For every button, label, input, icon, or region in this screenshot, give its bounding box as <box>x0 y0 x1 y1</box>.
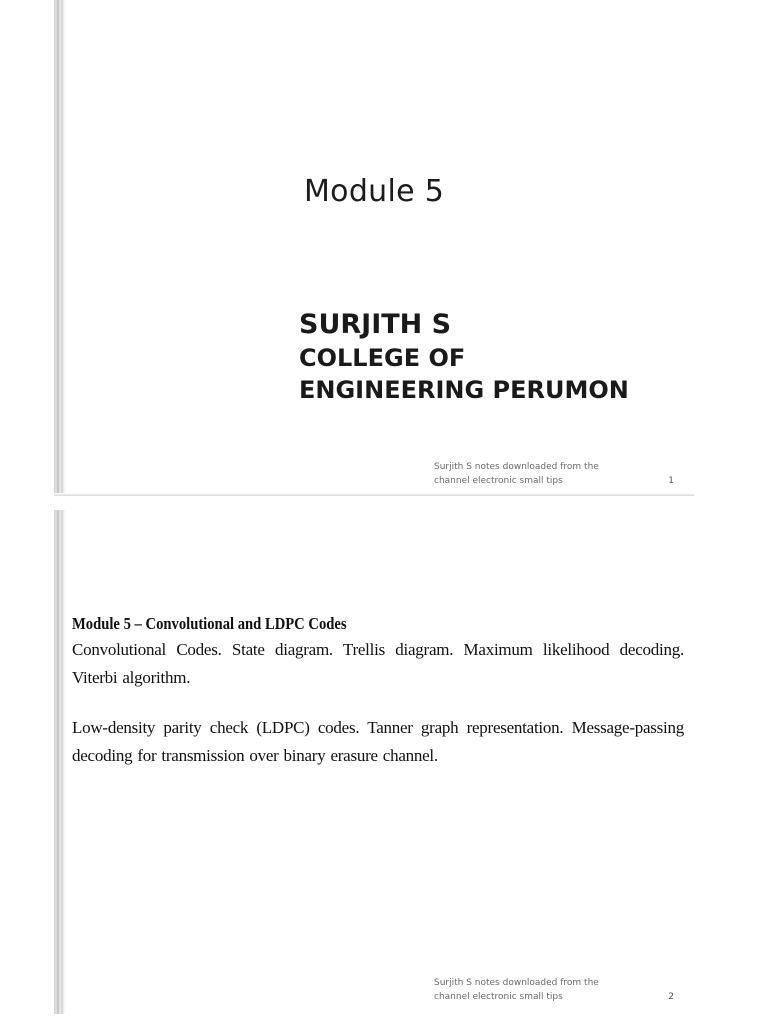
slide-divider <box>54 493 694 496</box>
footer-text-line-1: Surjith S notes downloaded from the <box>434 978 599 988</box>
slide-edge <box>54 0 66 496</box>
slide-page-2 <box>54 510 694 1014</box>
author-block <box>299 308 629 406</box>
footer-text-line-1: Surjith S notes downloaded from the <box>434 462 599 472</box>
slide-page-1 <box>54 0 694 496</box>
syllabus-paragraph-ldpc: Low-density parity check (LDPC) codes. Tanner graph representation. Message-passing decoding for transmission over binary erasure channel. <box>72 718 684 765</box>
page-number: 2 <box>668 992 674 1002</box>
slide-footer <box>434 976 674 1004</box>
footer-text-line-2: channel electronic small tips <box>434 992 563 1002</box>
slide-footer <box>434 460 674 488</box>
module-title: Module 5 <box>304 174 445 209</box>
syllabus-paragraph-convolutional: Convolutional Codes. State diagram. Trellis diagram. Maximum likelihood decoding. Viterbi algorithm. <box>72 640 684 687</box>
college-name-line-2: ENGINEERING PERUMON <box>299 376 629 404</box>
page-number: 1 <box>668 476 674 486</box>
syllabus-section <box>72 612 684 770</box>
college-name-line-1: COLLEGE OF <box>299 344 466 372</box>
slide-edge <box>54 510 66 1014</box>
author-name: SURJITH S <box>299 309 452 340</box>
syllabus-heading: Module 5 – Convolutional and LDPC Codes <box>72 614 347 633</box>
footer-text-line-2: channel electronic small tips <box>434 476 563 486</box>
